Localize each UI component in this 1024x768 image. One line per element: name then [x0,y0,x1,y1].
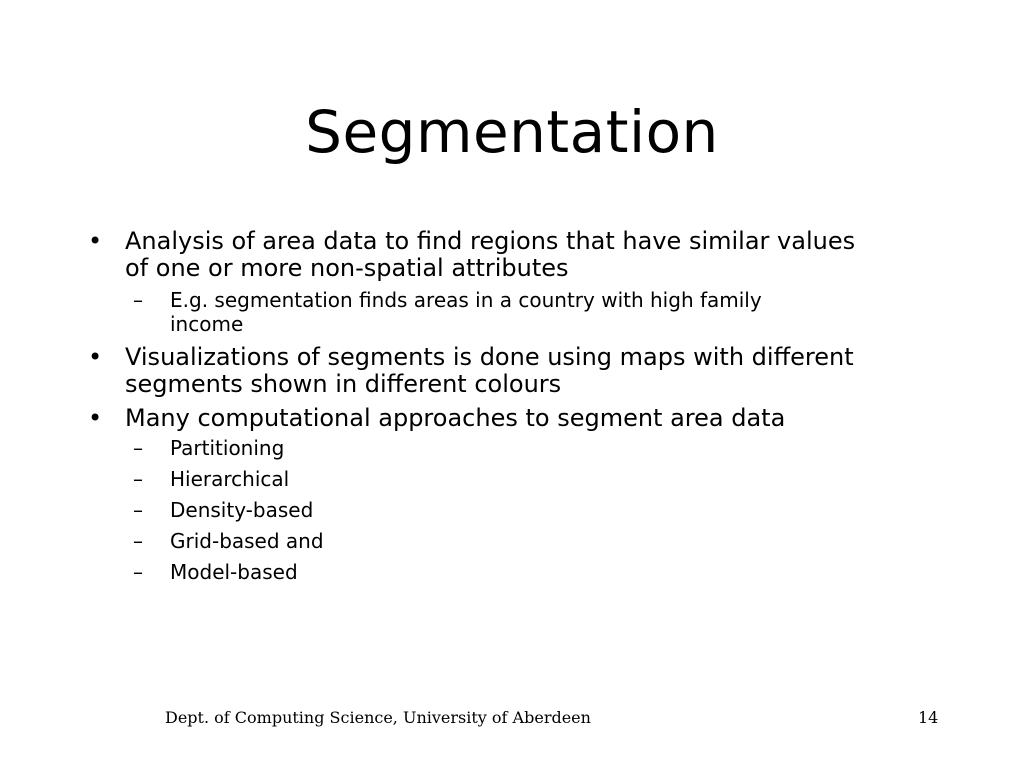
page-number: 14 [918,708,939,727]
sub-bullet-marker: – [133,529,143,553]
slide-title: Segmentation [305,98,719,166]
sub-bullet-marker: – [133,560,143,584]
bullet-marker: • [88,343,103,371]
sub-bullet-marker: – [133,436,143,460]
sub-bullet-1-line-1: E.g. segmentation finds areas in a country with high family [170,288,762,312]
bullet-marker: • [88,227,103,255]
bullet-marker: • [88,404,103,432]
sub-bullet-marker: – [133,288,143,312]
sub-bullet-grid-based: Grid-based and [170,529,324,553]
footer-text: Dept. of Computing Science, University of Aberdeen [165,708,591,727]
sub-bullet-hierarchical: Hierarchical [170,467,290,491]
bullet-1-line-2: of one or more non-spatial attributes [125,254,569,282]
sub-bullet-partitioning: Partitioning [170,436,285,460]
bullet-2-line-1: Visualizations of segments is done using maps with different [125,343,854,371]
sub-bullet-marker: – [133,498,143,522]
bullet-1-line-1: Analysis of area data to find regions that have similar values [125,227,856,255]
bullet-2-line-2: segments shown in different colours [125,370,562,398]
sub-bullet-density-based: Density-based [170,498,314,522]
bullet-3-line-1: Many computational approaches to segment area data [125,404,786,432]
sub-bullet-model-based: Model-based [170,560,298,584]
sub-bullet-1-line-2: income [170,312,244,336]
sub-bullet-marker: – [133,467,143,491]
